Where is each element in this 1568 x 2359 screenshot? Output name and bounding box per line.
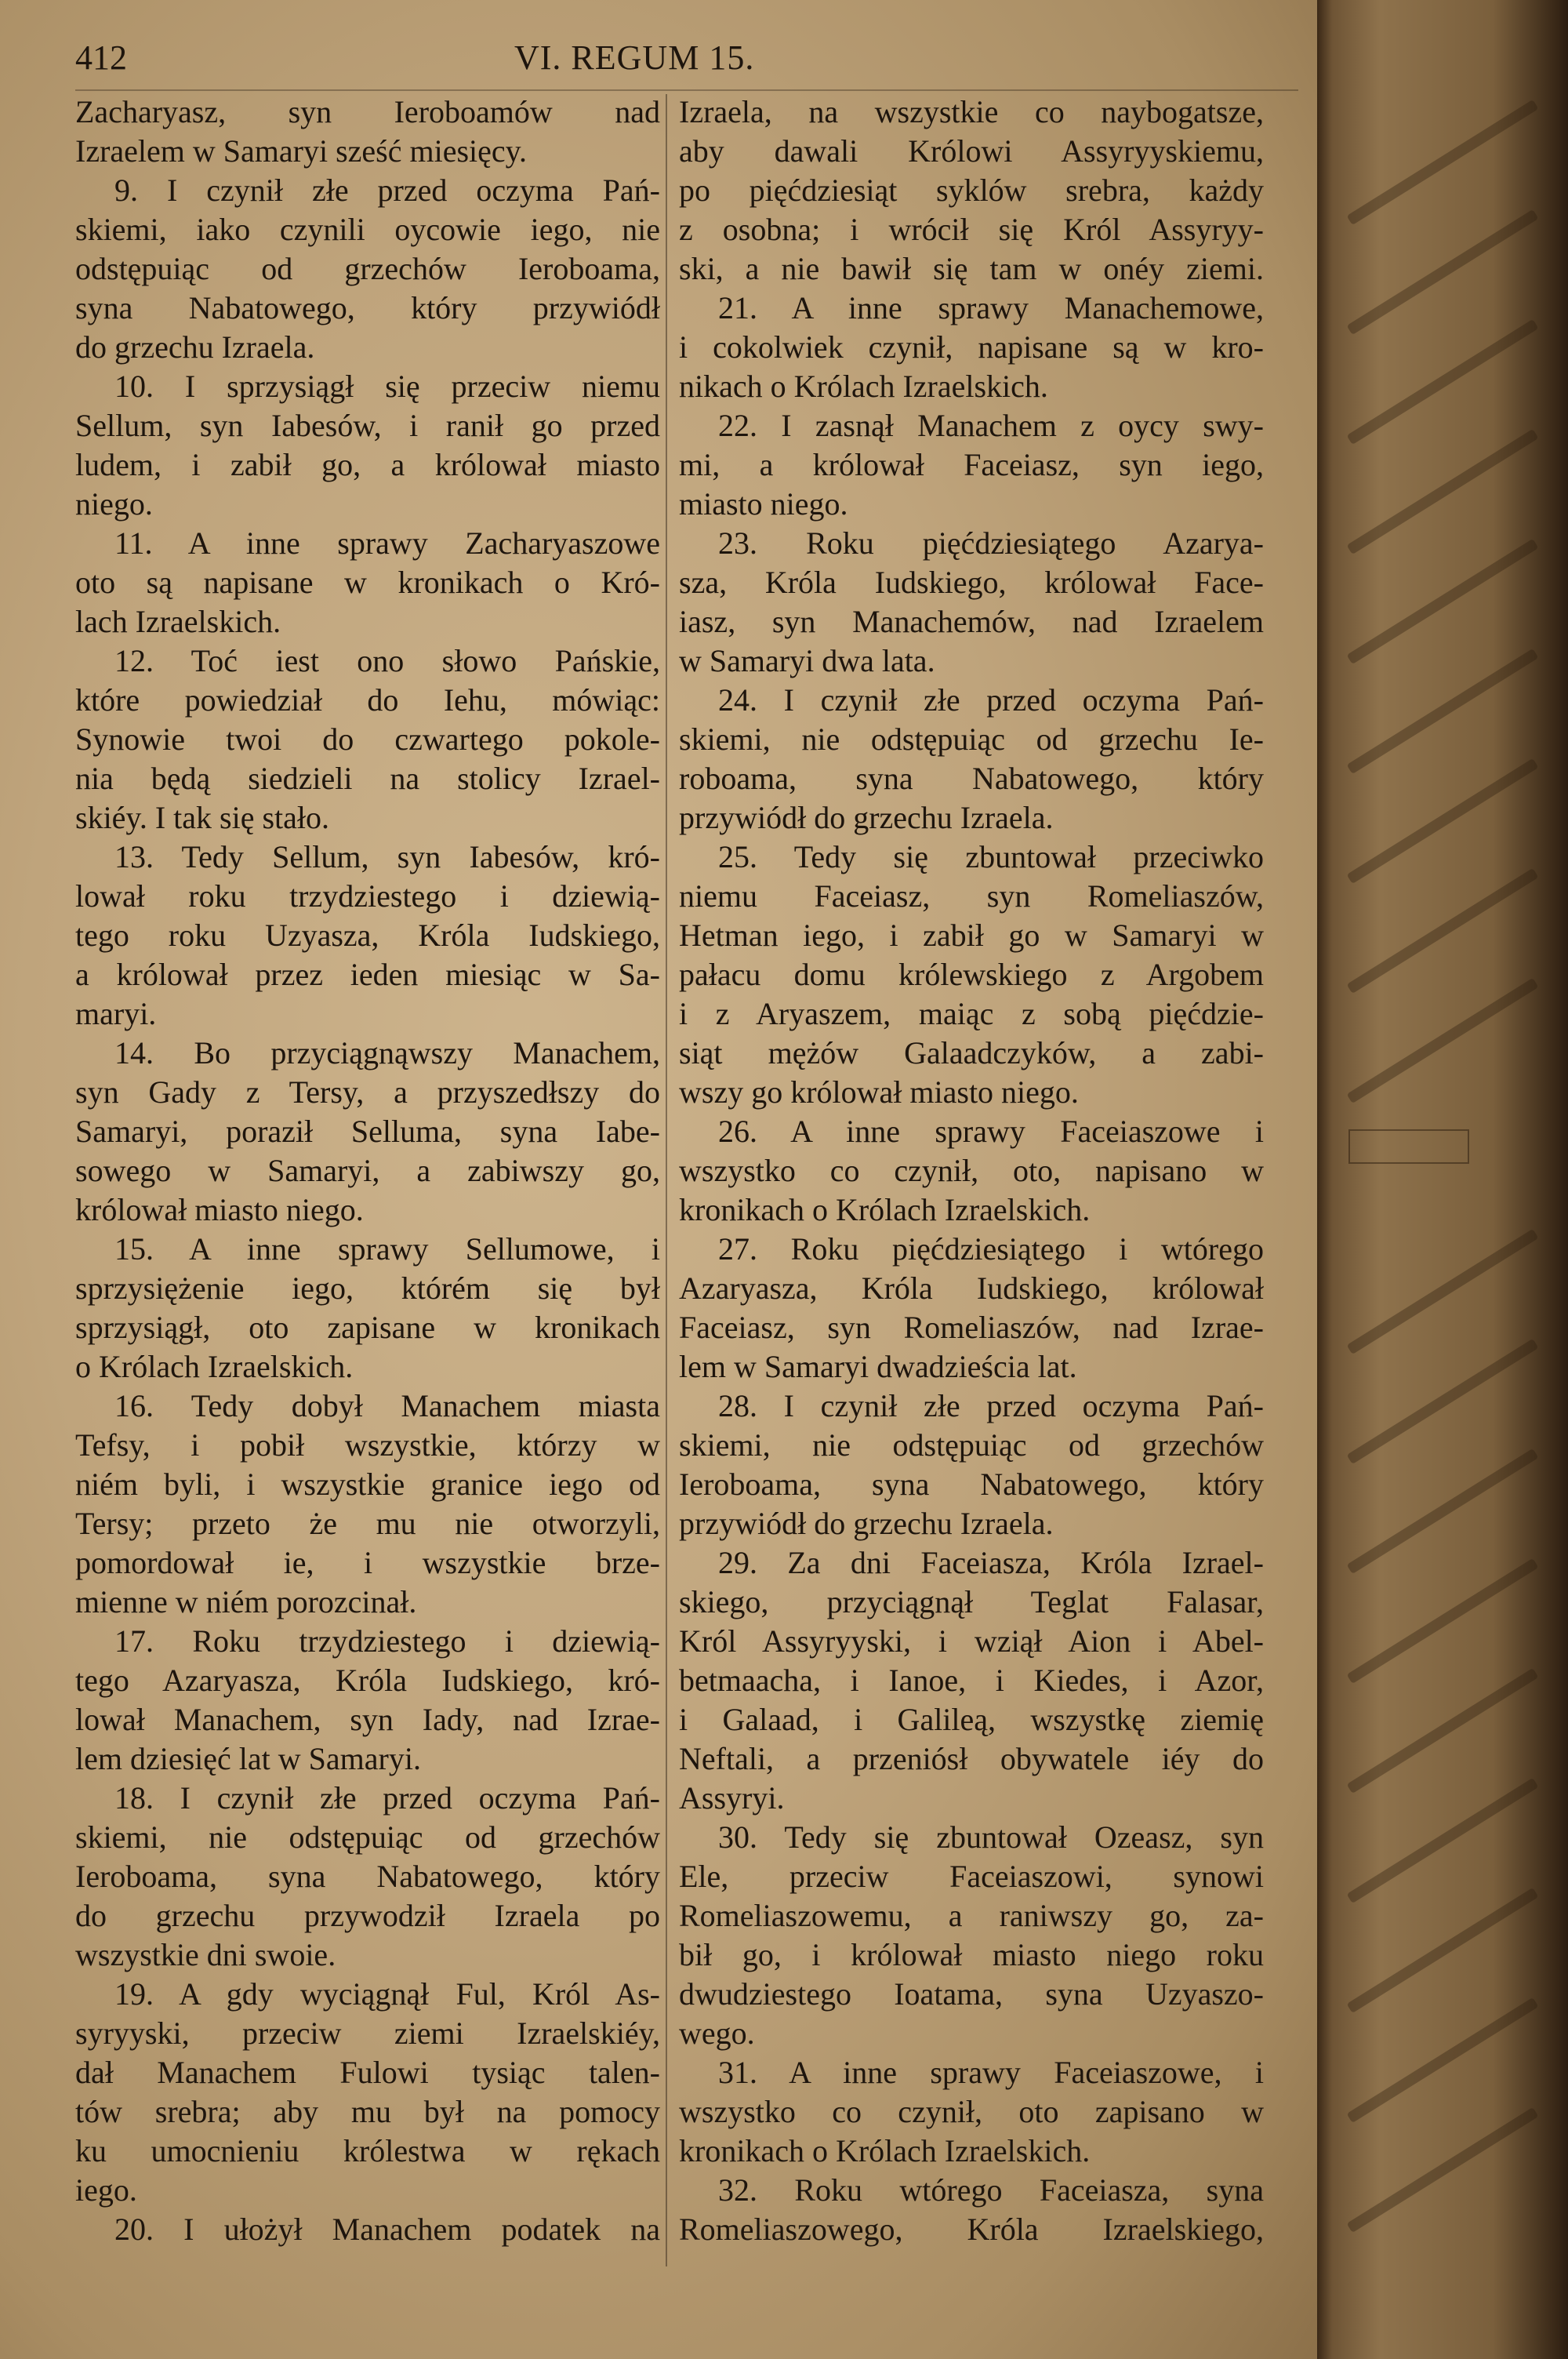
text-line: 11. A inne sprawy Zacharyaszowe: [114, 525, 660, 561]
text-line: Ieroboama, syna Nabatowego, który: [679, 1467, 1264, 1502]
text-line: niém byli, i wszystkie granice iego od: [75, 1467, 660, 1502]
text-line: skiemi, nie odstępuiąc od grzechów: [75, 1819, 660, 1855]
text-line: maryi.: [75, 996, 157, 1031]
text-line: ludem, i zabił go, a królował miasto: [75, 447, 660, 482]
text-line: 21. A inne sprawy Manachemowe,: [718, 290, 1264, 325]
text-line: i cokolwiek czynił, napisane są w kro-: [679, 329, 1264, 365]
text-line: sza, Króla Iudskiego, królował Face-: [679, 565, 1264, 600]
text-line: Faceiasz, syn Romeliaszów, nad Izrae-: [679, 1310, 1264, 1345]
text-line: Romeliaszowego, Króla Izraelskiego,: [679, 2212, 1264, 2247]
text-line: Zacharyasz, syn Ieroboamów nad: [75, 94, 660, 129]
text-line: sowego w Samaryi, a zabiwszy go,: [75, 1153, 660, 1188]
text-line: 26. A inne sprawy Faceiaszowe i: [718, 1114, 1264, 1149]
text-line: 25. Tedy się zbuntował przeciwko: [718, 839, 1264, 874]
text-line: wszystko co czynił, oto, napisano w: [679, 1153, 1264, 1188]
adjacent-page-edge: [1317, 0, 1568, 2359]
text-line: odstępuiąc od grzechów Ieroboama,: [75, 251, 660, 286]
text-line: sprzysiężenie iego, którém się był: [75, 1270, 660, 1306]
text-line: Synowie twoi do czwartego pokole-: [75, 722, 660, 757]
text-line: Hetman iego, i zabił go w Samaryi w: [679, 918, 1264, 953]
text-line: do grzechu przywodził Izraela po: [75, 1898, 660, 1933]
text-line: 19. A gdy wyciągnął Ful, Król As-: [114, 1976, 660, 2012]
text-line: Sellum, syn Iabesów, i ranił go przed: [75, 408, 660, 443]
text-line: Izraelem w Samaryi sześć miesięcy.: [75, 133, 528, 169]
text-line: 15. A inne sprawy Sellumowe, i: [114, 1231, 660, 1267]
text-line: Król Assyryyski, i wziął Aion i Abel-: [679, 1623, 1264, 1659]
text-line: tego Azaryasza, Króla Iudskiego, kró-: [75, 1663, 660, 1698]
text-line: 23. Roku pięćdziesiątego Azarya-: [718, 525, 1264, 561]
text-line: sprzysiągł, oto zapisane w kronikach: [75, 1310, 660, 1345]
text-line: 18. I czynił złe przed oczyma Pań-: [114, 1780, 660, 1816]
text-line: mienne w niém porozcinał.: [75, 1584, 417, 1619]
text-line: ski, a nie bawił się tam w onéy ziemi.: [679, 251, 1264, 286]
text-line: syna Nabatowego, który przywiódł: [75, 290, 660, 325]
text-line: 20. I ułożył Manachem podatek na: [114, 2212, 660, 2247]
text-line: niemu Faceiasz, syn Romeliaszów,: [679, 878, 1264, 914]
text-line: lował Manachem, syn Iady, nad Izrae-: [75, 1702, 660, 1737]
column-divider: [666, 94, 667, 2266]
text-line: Ele, przeciw Faceiaszowi, synowi: [679, 1859, 1264, 1894]
text-line: Azaryasza, Króla Iudskiego, królował: [679, 1270, 1264, 1306]
text-line: 32. Roku wtórego Faceiasza, syna: [718, 2172, 1264, 2208]
running-title: VI. REGUM 15.: [514, 38, 755, 77]
text-line: mi, a królował Faceiasz, syn iego,: [679, 447, 1264, 482]
text-line: miasto niego.: [679, 486, 848, 522]
text-line: Tefsy, i pobił wszystkie, którzy w: [75, 1427, 660, 1463]
text-line: 17. Roku trzydziestego i dziewią-: [114, 1623, 660, 1659]
text-line: Neftali, a przeniósł obywatele iéy do: [679, 1741, 1264, 1776]
text-line: 28. I czynił złe przed oczyma Pań-: [718, 1388, 1264, 1423]
text-line: królował miasto niego.: [75, 1192, 364, 1227]
text-line: 29. Za dni Faceiasza, Króla Izrael-: [718, 1545, 1264, 1580]
text-line: roboama, syna Nabatowego, który: [679, 761, 1264, 796]
text-line: siąt mężów Galaadczyków, a zabi-: [679, 1035, 1264, 1070]
text-line: 13. Tedy Sellum, syn Iabesów, kró-: [114, 839, 660, 874]
right-column: [679, 93, 1264, 2249]
header-rule: [75, 89, 1298, 91]
text-line: wego.: [679, 2016, 755, 2051]
text-line: wszystko co czynił, oto zapisano w: [679, 2094, 1264, 2129]
text-line: o Królach Izraelskich.: [75, 1349, 354, 1384]
text-line: skiéy. I tak się stało.: [75, 800, 330, 835]
text-line: bił go, i królował miasto niego roku: [679, 1937, 1264, 1972]
text-line: z osobna; i wrócił się Król Assyryy-: [679, 212, 1264, 247]
left-column: [75, 93, 660, 2249]
chapter-box-decoration: [1348, 1129, 1469, 1164]
text-line: wszystkie dni swoie.: [75, 1937, 336, 1972]
text-line: w Samaryi dwa lata.: [679, 643, 935, 678]
text-line: 31. A inne sprawy Faceiaszowe, i: [718, 2055, 1264, 2090]
text-line: iasz, syn Manachemów, nad Izraelem: [679, 604, 1264, 639]
text-line: i Galaad, i Galileą, wszystkę ziemię: [679, 1702, 1264, 1737]
text-line: pałacu domu królewskiego z Argobem: [679, 957, 1264, 992]
text-line: pomordował ie, i wszystkie brze-: [75, 1545, 660, 1580]
text-line: a królował przez ieden miesiąc w Sa-: [75, 957, 660, 992]
text-line: ku umocnieniu królestwa w rękach: [75, 2133, 660, 2168]
text-line: syryyski, przeciw ziemi Izraelskiéy,: [75, 2016, 660, 2051]
text-line: 30. Tedy się zbuntował Ozeasz, syn: [718, 1819, 1264, 1855]
text-line: i z Aryaszem, maiąc z sobą pięćdzie-: [679, 996, 1264, 1031]
text-line: skiemi, nie odstępuiąc od grzechu Ie-: [679, 722, 1264, 757]
text-line: nikach o Królach Izraelskich.: [679, 369, 1048, 404]
text-line: przywiódł do grzechu Izraela.: [679, 1506, 1054, 1541]
page-number: 412: [75, 38, 127, 77]
text-line: kronikach o Królach Izraelskich.: [679, 2133, 1091, 2168]
text-line: niego.: [75, 486, 153, 522]
text-line: do grzechu Izraela.: [75, 329, 315, 365]
text-line: przywiódł do grzechu Izraela.: [679, 800, 1054, 835]
text-line: Tersy; przeto że mu nie otworzyli,: [75, 1506, 660, 1541]
text-line: 10. I sprzysiągł się przeciw niemu: [114, 369, 660, 404]
text-line: tego roku Uzyasza, Króla Iudskiego,: [75, 918, 660, 953]
text-line: 14. Bo przyciągnąwszy Manachem,: [114, 1035, 660, 1070]
text-line: Samaryi, poraził Selluma, syna Iabe-: [75, 1114, 660, 1149]
text-line: skiemi, nie odstępuiąc od grzechów: [679, 1427, 1264, 1463]
text-line: dwudziestego Ioatama, syna Uzyaszo-: [679, 1976, 1264, 2012]
text-line: 27. Roku pięćdziesiątego i wtórego: [718, 1231, 1264, 1267]
text-line: lach Izraelskich.: [75, 604, 281, 639]
text-line: syn Gady z Tersy, a przyszedłszy do: [75, 1074, 660, 1110]
text-line: aby dawali Królowi Assyryyskiemu,: [679, 133, 1264, 169]
text-line: Izraela, na wszystkie co naybogatsze,: [679, 94, 1264, 129]
text-line: Romeliaszowemu, a raniwszy go, za-: [679, 1898, 1264, 1933]
text-line: wszy go królował miasto niego.: [679, 1074, 1079, 1110]
text-line: po pięćdziesiąt syklów srebra, każdy: [679, 173, 1264, 208]
text-line: lem w Samaryi dwadzieścia lat.: [679, 1349, 1077, 1384]
text-line: kronikach o Królach Izraelskich.: [679, 1192, 1091, 1227]
text-line: iego.: [75, 2172, 137, 2208]
text-line: 16. Tedy dobył Manachem miasta: [114, 1388, 660, 1423]
text-line: lował roku trzydziestego i dziewią-: [75, 878, 660, 914]
text-line: lem dziesięć lat w Samaryi.: [75, 1741, 421, 1776]
text-line: które powiedział do Iehu, mówiąc:: [75, 682, 660, 718]
text-line: 9. I czynił złe przed oczyma Pań-: [114, 173, 660, 208]
text-line: skiego, przyciągnął Teglat Falasar,: [679, 1584, 1264, 1619]
text-line: oto są napisane w kronikach o Kró-: [75, 565, 660, 600]
text-line: 22. I zasnął Manachem z oycy swy-: [718, 408, 1264, 443]
text-line: skiemi, iako czynili oycowie iego, nie: [75, 212, 660, 247]
running-head: [75, 38, 1220, 85]
text-line: tów srebra; aby mu był na pomocy: [75, 2094, 660, 2129]
text-line: dał Manachem Fulowi tysiąc talen-: [75, 2055, 660, 2090]
text-line: 12. Toć iest ono słowo Pańskie,: [114, 643, 660, 678]
text-line: nia będą siedzieli na stolicy Izrael-: [75, 761, 660, 796]
text-line: betmaacha, i Ianoe, i Kiedes, i Azor,: [679, 1663, 1264, 1698]
text-line: 24. I czynił złe przed oczyma Pań-: [718, 682, 1264, 718]
text-line: Ieroboama, syna Nabatowego, który: [75, 1859, 660, 1894]
text-line: Assyryi.: [679, 1780, 785, 1816]
